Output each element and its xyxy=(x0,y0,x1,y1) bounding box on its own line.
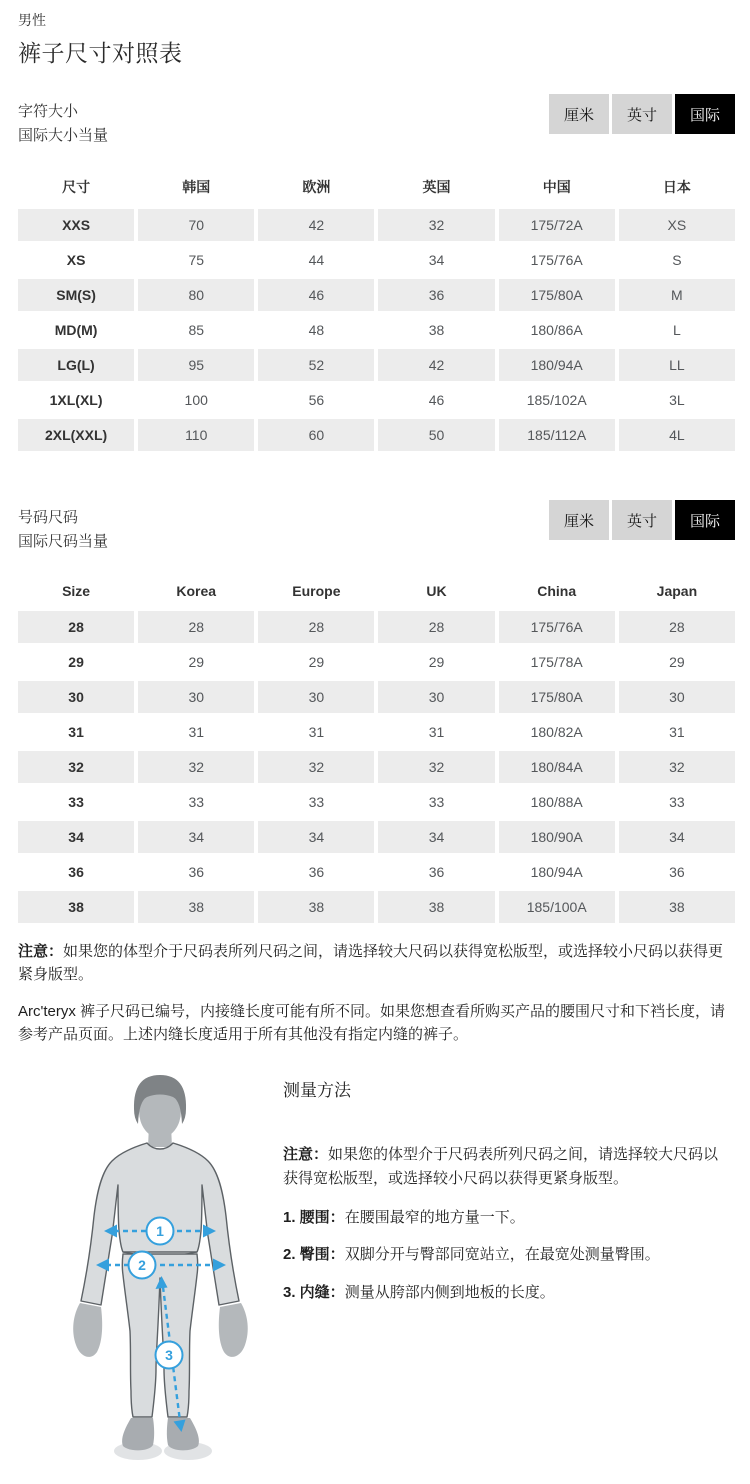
column-header: Size xyxy=(18,577,134,608)
left-foot xyxy=(122,1418,154,1450)
value-cell: 180/88A xyxy=(499,786,615,818)
value-cell: 33 xyxy=(138,786,254,818)
right-hand xyxy=(219,1303,248,1357)
value-cell: 28 xyxy=(138,611,254,643)
value-cell: 46 xyxy=(258,279,374,311)
value-cell: S xyxy=(619,244,735,276)
value-cell: 175/80A xyxy=(499,681,615,713)
row-label-cell: 30 xyxy=(18,681,134,713)
unit-toggle-group xyxy=(549,94,735,134)
numeric-size-section-label xyxy=(18,500,108,554)
value-cell: 175/78A xyxy=(499,646,615,678)
table-row xyxy=(18,279,735,311)
value-cell: 180/86A xyxy=(499,314,615,346)
value-cell: 180/84A xyxy=(499,751,615,783)
section-label-line1: 字符大小 xyxy=(18,103,79,120)
value-cell: 30 xyxy=(138,681,254,713)
unit-button-international[interactable]: 国际 xyxy=(675,500,735,540)
value-cell: 31 xyxy=(138,716,254,748)
value-cell: 34 xyxy=(619,821,735,853)
unit-button-international[interactable]: 国际 xyxy=(675,94,735,134)
value-cell: 36 xyxy=(138,856,254,888)
value-cell: 31 xyxy=(258,716,374,748)
value-cell: 32 xyxy=(138,751,254,783)
note-emphasis: 注意： xyxy=(18,943,64,960)
value-cell: 75 xyxy=(138,244,254,276)
value-cell: 33 xyxy=(619,786,735,818)
alpha-size-controls xyxy=(18,94,735,148)
column-header: Japan xyxy=(619,577,735,608)
neck xyxy=(148,1125,172,1147)
value-cell: 29 xyxy=(378,646,494,678)
table-row xyxy=(18,646,735,678)
table-row xyxy=(18,349,735,381)
table-row xyxy=(18,681,735,713)
column-header: 英国 xyxy=(378,171,494,206)
measurement-step-inseam: 3. 内缝：测量从胯部内侧到地板的长度。 xyxy=(283,1283,555,1301)
table-row xyxy=(18,209,735,241)
hip-marker xyxy=(129,1251,156,1278)
svg-text:1: 1 xyxy=(156,1222,164,1239)
value-cell: 38 xyxy=(138,891,254,923)
value-cell: 56 xyxy=(258,384,374,416)
measurement-section xyxy=(18,1071,735,1474)
value-cell: 46 xyxy=(378,384,494,416)
value-cell: 185/100A xyxy=(499,891,615,923)
value-cell: 36 xyxy=(619,856,735,888)
value-cell: 36 xyxy=(378,279,494,311)
value-cell: 28 xyxy=(258,611,374,643)
value-cell: 100 xyxy=(138,384,254,416)
value-cell: 180/82A xyxy=(499,716,615,748)
value-cell: 36 xyxy=(378,856,494,888)
value-cell: 28 xyxy=(378,611,494,643)
value-cell: 4L xyxy=(619,419,735,451)
value-cell: 50 xyxy=(378,419,494,451)
column-header: 尺寸 xyxy=(18,171,134,206)
measurement-step-waist: 1. 腰围：在腰围最窄的地方量一下。 xyxy=(283,1208,525,1226)
numeric-size-controls xyxy=(18,500,735,554)
value-cell: 33 xyxy=(258,786,374,818)
value-cell: 32 xyxy=(258,751,374,783)
column-header: 韩国 xyxy=(138,171,254,206)
diagram-column xyxy=(18,1071,283,1474)
table-row xyxy=(18,821,735,853)
value-cell: 30 xyxy=(378,681,494,713)
row-label-cell: 2XL(XXL) xyxy=(18,419,134,451)
value-cell: 110 xyxy=(138,419,254,451)
waist-marker xyxy=(147,1217,174,1244)
value-cell: 42 xyxy=(378,349,494,381)
column-header: 中国 xyxy=(499,171,615,206)
value-cell: 95 xyxy=(138,349,254,381)
male-figure-diagram xyxy=(68,1071,253,1469)
row-label-cell: 36 xyxy=(18,856,134,888)
column-header: Europe xyxy=(258,577,374,608)
column-header: China xyxy=(499,577,615,608)
value-cell: 3L xyxy=(619,384,735,416)
measurement-title: 测量方法 xyxy=(283,1080,351,1100)
value-cell: 38 xyxy=(619,891,735,923)
table-row xyxy=(18,244,735,276)
row-label-cell: XS xyxy=(18,244,134,276)
value-cell: 70 xyxy=(138,209,254,241)
legs xyxy=(122,1254,198,1417)
measurement-note: 注意：如果您的体型介于尺码表所列尺码之间，请选择较大尺码以获得宽松版型，或选择较小尺码以获得更紧身版型。 xyxy=(283,1145,719,1187)
value-cell: 34 xyxy=(258,821,374,853)
value-cell: L xyxy=(619,314,735,346)
value-cell: 80 xyxy=(138,279,254,311)
value-cell: 36 xyxy=(258,856,374,888)
value-cell: 60 xyxy=(258,419,374,451)
alpha-size-section-label xyxy=(18,94,108,148)
row-label-cell: MD(M) xyxy=(18,314,134,346)
value-cell: 32 xyxy=(378,751,494,783)
table-row xyxy=(18,716,735,748)
value-cell: M xyxy=(619,279,735,311)
row-label-cell: 33 xyxy=(18,786,134,818)
table-row xyxy=(18,751,735,783)
table-row xyxy=(18,611,735,643)
value-cell: 30 xyxy=(258,681,374,713)
row-label-cell: 38 xyxy=(18,891,134,923)
value-cell: 44 xyxy=(258,244,374,276)
fit-note: 注意：如果您的体型介于尺码表所列尺码之间，请选择较大尺码以获得宽松版型，或选择较小尺码以获得更紧身版型。 xyxy=(18,943,724,984)
page-title: 裤子尺寸对照表 xyxy=(18,40,183,66)
value-cell: 185/112A xyxy=(499,419,615,451)
column-header: 欧洲 xyxy=(258,171,374,206)
unit-button-inch[interactable]: 英寸 xyxy=(612,94,672,134)
inseam-marker xyxy=(156,1341,183,1368)
value-cell: 185/102A xyxy=(499,384,615,416)
row-label-cell: XXS xyxy=(18,209,134,241)
value-cell: 31 xyxy=(619,716,735,748)
value-cell: 38 xyxy=(378,891,494,923)
row-label-cell: 34 xyxy=(18,821,134,853)
table-row xyxy=(18,314,735,346)
table-row xyxy=(18,786,735,818)
table-header-row xyxy=(18,577,735,608)
value-cell: XS xyxy=(619,209,735,241)
value-cell: 180/90A xyxy=(499,821,615,853)
value-cell: 38 xyxy=(258,891,374,923)
value-cell: 29 xyxy=(258,646,374,678)
value-cell: 180/94A xyxy=(499,349,615,381)
svg-text:3: 3 xyxy=(165,1346,173,1363)
measurement-instructions xyxy=(283,1071,735,1474)
left-hand xyxy=(73,1303,102,1357)
value-cell: 29 xyxy=(138,646,254,678)
inseam-note: Arc'teryx 裤子尺码已编号，内接缝长度可能有所不同。如果您想查看所购买产品的腰围尺寸和下裆长度，请参考产品页面。上述内缝长度适用于所有其他没有指定内缝的裤子。 xyxy=(18,1002,726,1044)
row-label-cell: SM(S) xyxy=(18,279,134,311)
value-cell: 175/80A xyxy=(499,279,615,311)
table-row xyxy=(18,419,735,451)
value-cell: LL xyxy=(619,349,735,381)
section-label-line1: 号码尺码 xyxy=(18,509,79,526)
svg-text:2: 2 xyxy=(138,1256,146,1273)
value-cell: 32 xyxy=(378,209,494,241)
value-cell: 28 xyxy=(619,611,735,643)
gender-label: 男性 xyxy=(18,12,46,28)
value-cell: 175/76A xyxy=(499,244,615,276)
value-cell: 34 xyxy=(138,821,254,853)
value-cell: 175/76A xyxy=(499,611,615,643)
unit-toggle-group xyxy=(549,500,735,540)
row-label-cell: LG(L) xyxy=(18,349,134,381)
table-header-row xyxy=(18,171,735,206)
alpha-size-table xyxy=(14,168,739,454)
value-cell: 38 xyxy=(378,314,494,346)
row-label-cell: 28 xyxy=(18,611,134,643)
value-cell: 29 xyxy=(619,646,735,678)
value-cell: 52 xyxy=(258,349,374,381)
row-label-cell: 29 xyxy=(18,646,134,678)
column-header: 日本 xyxy=(619,171,735,206)
value-cell: 85 xyxy=(138,314,254,346)
value-cell: 33 xyxy=(378,786,494,818)
table-row xyxy=(18,856,735,888)
section-label-line2: 国际大小当量 xyxy=(18,127,109,144)
row-label-cell: 31 xyxy=(18,716,134,748)
column-header: Korea xyxy=(138,577,254,608)
value-cell: 31 xyxy=(378,716,494,748)
value-cell: 180/94A xyxy=(499,856,615,888)
unit-button-cm[interactable]: 厘米 xyxy=(549,500,609,540)
table-row xyxy=(18,384,735,416)
measurement-step-hip: 2. 臀围：双脚分开与臀部同宽站立，在最宽处测量臀围。 xyxy=(283,1246,660,1264)
unit-button-inch[interactable]: 英寸 xyxy=(612,500,672,540)
value-cell: 42 xyxy=(258,209,374,241)
value-cell: 34 xyxy=(378,821,494,853)
column-header: UK xyxy=(378,577,494,608)
table-row xyxy=(18,891,735,923)
numeric-size-table xyxy=(14,574,739,926)
unit-button-cm[interactable]: 厘米 xyxy=(549,94,609,134)
value-cell: 30 xyxy=(619,681,735,713)
value-cell: 48 xyxy=(258,314,374,346)
value-cell: 32 xyxy=(619,751,735,783)
row-label-cell: 1XL(XL) xyxy=(18,384,134,416)
row-label-cell: 32 xyxy=(18,751,134,783)
value-cell: 175/72A xyxy=(499,209,615,241)
section-label-line2: 国际尺码当量 xyxy=(18,533,109,550)
value-cell: 34 xyxy=(378,244,494,276)
